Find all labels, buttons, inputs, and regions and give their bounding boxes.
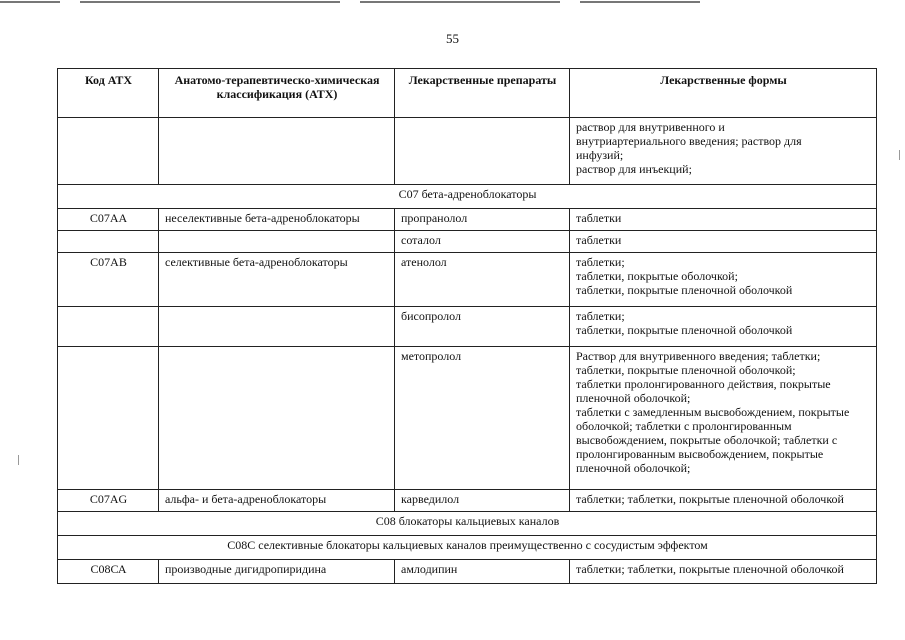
drug-name: амлодипин — [395, 560, 570, 584]
atc-code: С07AG — [58, 490, 159, 512]
group-c08: С08 блокаторы кальциевых каналов — [58, 512, 877, 536]
atc-class: производные дигидропиридина — [159, 560, 395, 584]
group-row — [58, 536, 877, 560]
header-drugs: Лекарственные препараты — [395, 69, 570, 118]
scan-mark — [899, 150, 900, 160]
atc-code: С07АВ — [58, 253, 159, 307]
drug-name: метопролол — [395, 347, 570, 490]
atc-class: неселективные бета-адреноблокаторы — [159, 209, 395, 231]
atc-class: селективные бета-адреноблокаторы — [159, 253, 395, 307]
table-row — [58, 231, 877, 253]
forms-cell: таблетки; таблетки, покрытые пленочной оболочкой — [570, 307, 877, 347]
table-row — [58, 118, 877, 185]
group-c07: С07 бета-адреноблокаторы — [58, 185, 877, 209]
drug-name: пропранолол — [395, 209, 570, 231]
header-classification: Анатомо-терапевтическо-химическая классификация (АТХ) — [159, 69, 395, 118]
table-row — [58, 253, 877, 307]
drug-name: бисопролол — [395, 307, 570, 347]
group-c08c: С08С селективные блокаторы кальциевых каналов преимущественно с сосудистым эффектом — [58, 536, 877, 560]
scan-mark — [18, 455, 19, 465]
table-row — [58, 347, 877, 490]
group-row — [58, 512, 877, 536]
drug-name: карведилол — [395, 490, 570, 512]
forms-cell: раствор для внутривенного и внутриартериального введения; раствор для инфузий; раствор для инъекций; — [570, 118, 877, 185]
atc-code: С07АА — [58, 209, 159, 231]
forms-cell: таблетки — [570, 231, 877, 253]
group-row — [58, 185, 877, 209]
drug-name: атенолол — [395, 253, 570, 307]
header-forms: Лекарственные формы — [570, 69, 877, 118]
forms-cell: Раствор для внутривенного введения; таблетки; таблетки, покрытые пленочной оболочкой; таблетки пролонгированного действия, покрытые пленочной оболочкой; таблетки с замедленным высвобождением, покрытые оболочкой; таблетки с пролонгированным высвобождением, покрытые оболочкой; таблетки с пролонгированным высвобождением, покрытые пленочной оболочкой; — [570, 347, 877, 490]
table-row — [58, 209, 877, 231]
table-row — [58, 307, 877, 347]
header-code: Код АТХ — [58, 69, 159, 118]
page-number: 55 — [446, 31, 459, 46]
drug-name: соталол — [395, 231, 570, 253]
forms-cell: таблетки; таблетки, покрытые пленочной оболочкой — [570, 560, 877, 584]
atc-class: альфа- и бета-адреноблокаторы — [159, 490, 395, 512]
forms-cell: таблетки; таблетки, покрытые пленочной оболочкой — [570, 490, 877, 512]
forms-cell: таблетки — [570, 209, 877, 231]
table-row — [58, 490, 877, 512]
forms-cell: таблетки; таблетки, покрытые оболочкой; таблетки, покрытые пленочной оболочкой — [570, 253, 877, 307]
top-scan-line — [0, 0, 905, 4]
atc-code: С08СА — [58, 560, 159, 584]
header-row — [58, 69, 877, 118]
atc-table — [57, 68, 877, 584]
table-row — [58, 560, 877, 584]
